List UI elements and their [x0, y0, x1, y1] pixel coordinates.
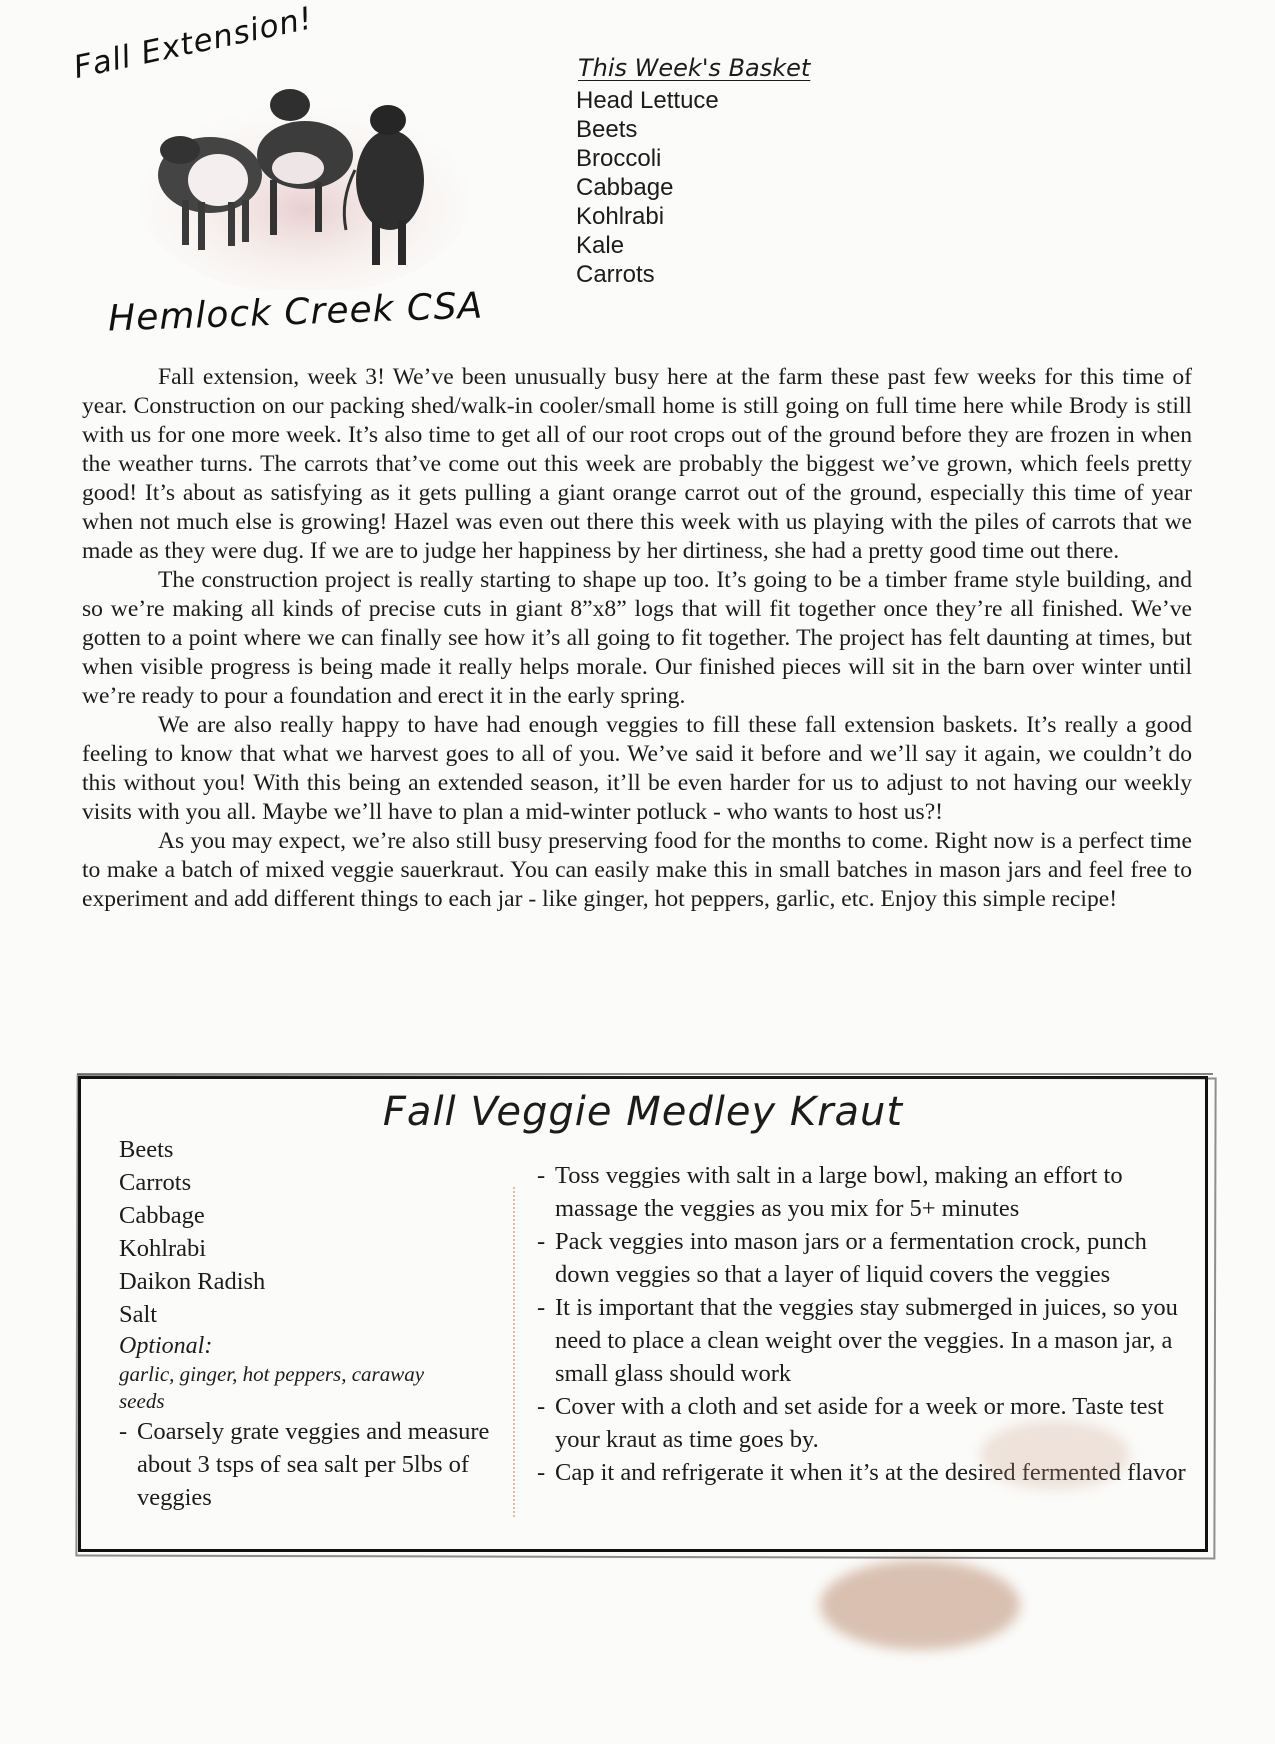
basket-item: Broccoli: [576, 145, 662, 172]
body-paragraph: The construction project is really starting to shape up too. It’s going to be a timber frame style building, and so we’re making all kinds of precise cuts in giant 8”x8” logs that will fit together once they’re all finished. We’ve gotten to a point where we can finally see how it’s all going to fit together. The project has felt daunting at times, but when visible progress is being made it really helps morale. Our finished pieces will sit in the barn over winter until we’re ready to pour a foundation and erect it in the early spring.: [82, 567, 1192, 709]
step-text: Cover with a cloth and set aside for a week or more. Taste test your kraut as time goes by.: [555, 1393, 1164, 1453]
recipe-title: Fall Veggie Medley Kraut: [382, 1089, 904, 1135]
basket-item: Beets: [576, 116, 638, 143]
recipe-step: [119, 1415, 519, 1514]
ingredient-item: Salt: [119, 1301, 158, 1328]
basket-item: Head Lettuce: [576, 87, 719, 114]
step-text: Coarsely grate veggies and measure about 3 tsps of sea salt per 5lbs of veggies: [137, 1418, 490, 1511]
ingredient-item: Carrots: [119, 1169, 192, 1196]
step-text: Cap it and refrigerate it when it’s at the desired fermented flavor: [555, 1459, 1186, 1486]
ingredient-item: Daikon Radish: [119, 1268, 266, 1295]
recipe-step: [537, 1225, 1197, 1291]
basket-list: [576, 86, 810, 289]
basket-item: Kale: [576, 232, 625, 259]
recipe-step: [537, 1159, 1197, 1225]
body-paragraph: As you may expect, we’re also still busy preserving food for the months to come. Right now is a perfect time to make a batch of mixed veggie sauerkraut. You can easily make this in small batches in mason jars and feel free to experiment and add different things to each jar - like ginger, hot peppers, garlic, etc. Enjoy this simple recipe!: [82, 828, 1192, 912]
ingredient-item: Cabbage: [119, 1202, 205, 1229]
step-dash: -: [537, 1228, 546, 1255]
newsletter-body: [82, 363, 1192, 914]
step-dash: -: [119, 1418, 128, 1445]
farm-name: Hemlock Creek CSA: [107, 285, 484, 340]
ingredient-list: [119, 1133, 519, 1331]
recipe-step: [537, 1291, 1197, 1390]
body-paragraph: Fall extension, week 3! We’ve been unusually busy here at the farm these past few weeks for this time of year. Construction on our packing shed/walk-in cooler/small home is still going on full time here while Brody is still with us for one more week. It’s also time to get all of our root crops out of the ground before they are frozen in when the weather turns. The carrots that’ve come out this week are probably the biggest we’ve grown, which feels pretty good! It’s about as satisfying as it gets pulling a giant orange carrot out of the ground, especially this time of year when not much else is growing! Hazel was even out there this week with us playing with the piles of carrots that we made as they were dug. If we are to judge her happiness by her dirtiness, she had a pretty good time out there.: [82, 364, 1192, 564]
step-dash: -: [537, 1294, 546, 1321]
optional-items: garlic, ginger, hot peppers, caraway seeds: [119, 1362, 425, 1413]
optional-label: Optional:: [119, 1333, 213, 1359]
basket-item: Carrots: [576, 261, 655, 288]
weekly-basket: [576, 54, 810, 289]
body-paragraph: We are also really happy to have had enough veggies to fill these fall extension baskets. It’s really a good feeling to know that what we harvest goes to all of you. We’ve said it before and we’ll say it again, we couldn’t do this without you! With this being an extended season, it’ll be even harder for us to adjust to not having our weekly visits with you all. Maybe we’ll have to plan a mid-winter potluck - who wants to host us?!: [82, 712, 1192, 825]
step-text: Pack veggies into mason jars or a fermentation crock, punch down veggies so that a layer of liquid covers the veggies: [555, 1228, 1147, 1288]
column-divider: [513, 1187, 515, 1517]
ingredient-item: Beets: [119, 1136, 174, 1163]
step-dash: -: [537, 1162, 546, 1189]
ingredients-column: [119, 1133, 519, 1514]
basket-title: This Week's Basket: [578, 54, 811, 82]
step-dash: -: [537, 1459, 546, 1486]
paper-stain: [820, 1560, 1020, 1650]
step-text: It is important that the veggies stay submerged in juices, so you need to place a clean weight over the veggies. In a mason jar, a small glass should work: [555, 1294, 1178, 1387]
step-dash: -: [537, 1393, 546, 1420]
basket-item: Cabbage: [576, 174, 674, 201]
cows-illustration: [140, 80, 470, 290]
ingredient-item: Kohlrabi: [119, 1235, 207, 1262]
paper-stain: [980, 1420, 1130, 1490]
fall-extension-title: Fall Extension!: [70, 0, 317, 86]
step-text: Toss veggies with salt in a large bowl, making an effort to massage the veggies as you mix for 5+ minutes: [555, 1162, 1123, 1222]
basket-item: Kohlrabi: [576, 203, 665, 230]
